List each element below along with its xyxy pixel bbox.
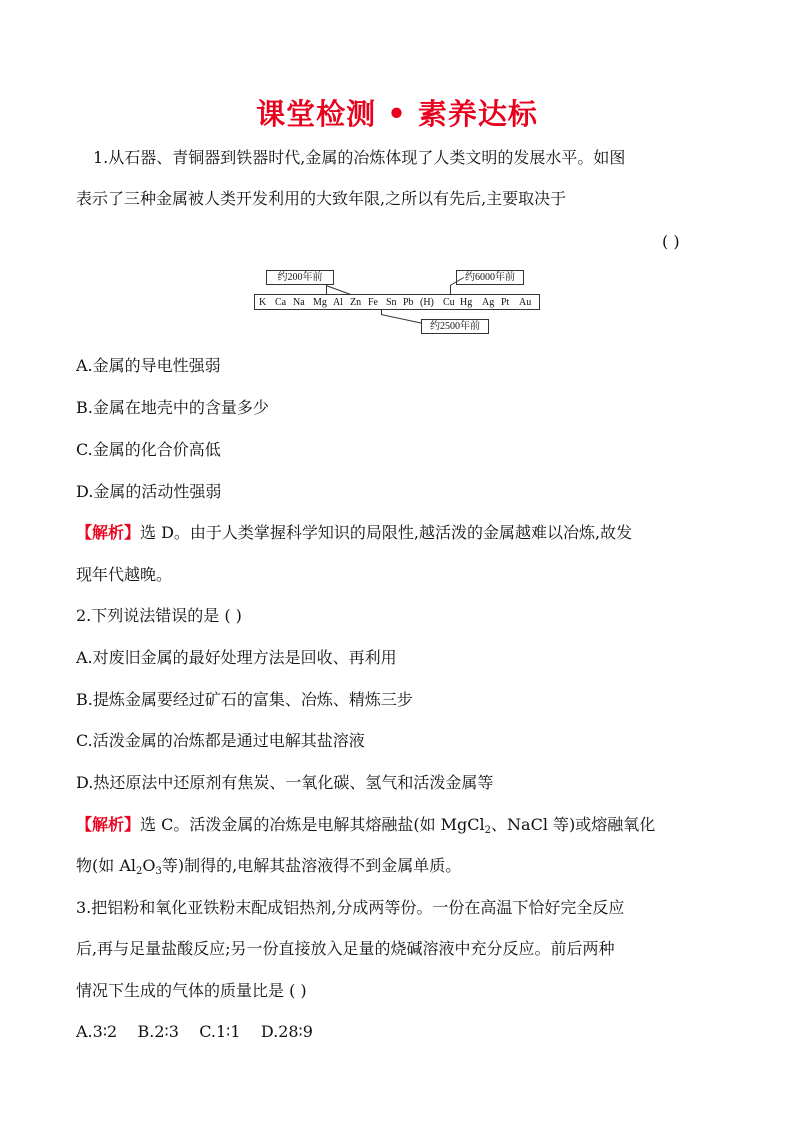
q1-stem-line2: 表示了三种金属被人类开发利用的大致年限,之所以有先后,主要取决于 [76,189,567,208]
q1-analysis-line2: 现年代越晚。 [76,565,173,584]
q2-analysis-line2 [76,856,461,882]
element-ca: Ca [275,297,287,308]
element-h: (H) [420,297,434,308]
label-2500-years: 约2500年前 [421,319,489,334]
q2-option-b: B.提炼金属要经过矿石的富集、冶炼、精炼三步 [76,690,413,709]
q3-stem-line3: 情况下生成的气体的质量比是 ( ) [76,981,307,1000]
subscript: 2 [484,825,492,836]
q2-option-c: C.活泼金属的冶炼都是通过电解其盐溶液 [76,731,365,750]
q2-stem: 2.下列说法错误的是 ( ) [76,606,242,625]
label-200-years: 约200年前 [266,270,334,285]
q1-option-a: A.金属的导电性强弱 [76,356,221,375]
element-al: Al [333,297,343,308]
element-au: Au [519,297,532,308]
element-pt: Pt [501,297,510,308]
element-mg: Mg [313,297,327,308]
q2-analysis-line1 [76,815,655,841]
subscript: 2 [136,866,143,877]
element-fe: Fe [368,297,378,308]
activity-series-box [254,294,540,310]
element-na: Na [293,297,305,308]
element-k: K [259,297,267,308]
q3-stem-line2: 后,再与足量盐酸反应;另一份直接放入足量的烧碱溶液中充分反应。前后两种 [76,939,615,958]
q3-stem-line1: 3.把铝粉和氧化亚铁粉末配成铝热剂,分成两等份。一份在高温下恰好完全反应 [76,898,625,917]
element-ag: Ag [482,297,495,308]
connector-cu [450,285,451,294]
element-pb: Pb [403,297,414,308]
q2-analysis-text-a: 选 C。活泼金属的冶炼是电解其熔融盐(如 MgCl [140,815,485,834]
connector-fe-diag [381,314,422,324]
subscript: 3 [155,866,162,877]
element-hg: Hg [460,297,473,308]
element-zn: Zn [350,297,362,308]
q1-answer-paren: ( ) [662,232,680,251]
q2-option-a: A.对废旧金属的最好处理方法是回收、再利用 [76,648,397,667]
page-title: 课堂检测 • 素养达标 [256,97,538,131]
q3-options: A.3∶2 B.2∶3 C.1∶1 D.28∶9 [76,1022,313,1041]
q2-analysis-text-c: 物(如 Al [76,856,137,875]
q2-analysis-text-e: 等)制得的,电解其盐溶液得不到金属单质。 [161,856,462,875]
q2-option-d: D.热还原法中还原剂有焦炭、一氧化碳、氢气和活泼金属等 [76,773,494,792]
element-cu: Cu [443,297,455,308]
q1-option-c: C.金属的化合价高低 [76,440,221,459]
label-6000-years: 约6000年前 [456,270,524,285]
q2-analysis-text-d: O [142,856,156,875]
q1-option-b: B.金属在地壳中的含量多少 [76,398,269,417]
q1-option-d: D.金属的活动性强弱 [76,482,222,501]
element-sn: Sn [386,297,397,308]
analysis-tag: 【解析】 [76,815,141,834]
q1-analysis-line1 [76,523,632,543]
q1-analysis-text: 选 D。由于人类掌握科学知识的局限性,越活泼的金属越难以冶炼,故发 [140,523,633,542]
q1-stem-line1: 1.从石器、青铜器到铁器时代,金属的冶炼体现了人类文明的发展水平。如图 [93,148,626,167]
analysis-tag: 【解析】 [76,523,141,542]
q2-analysis-text-b: 、NaCl 等)或熔融氧化 [491,815,656,834]
metal-activity-diagram [254,266,542,338]
